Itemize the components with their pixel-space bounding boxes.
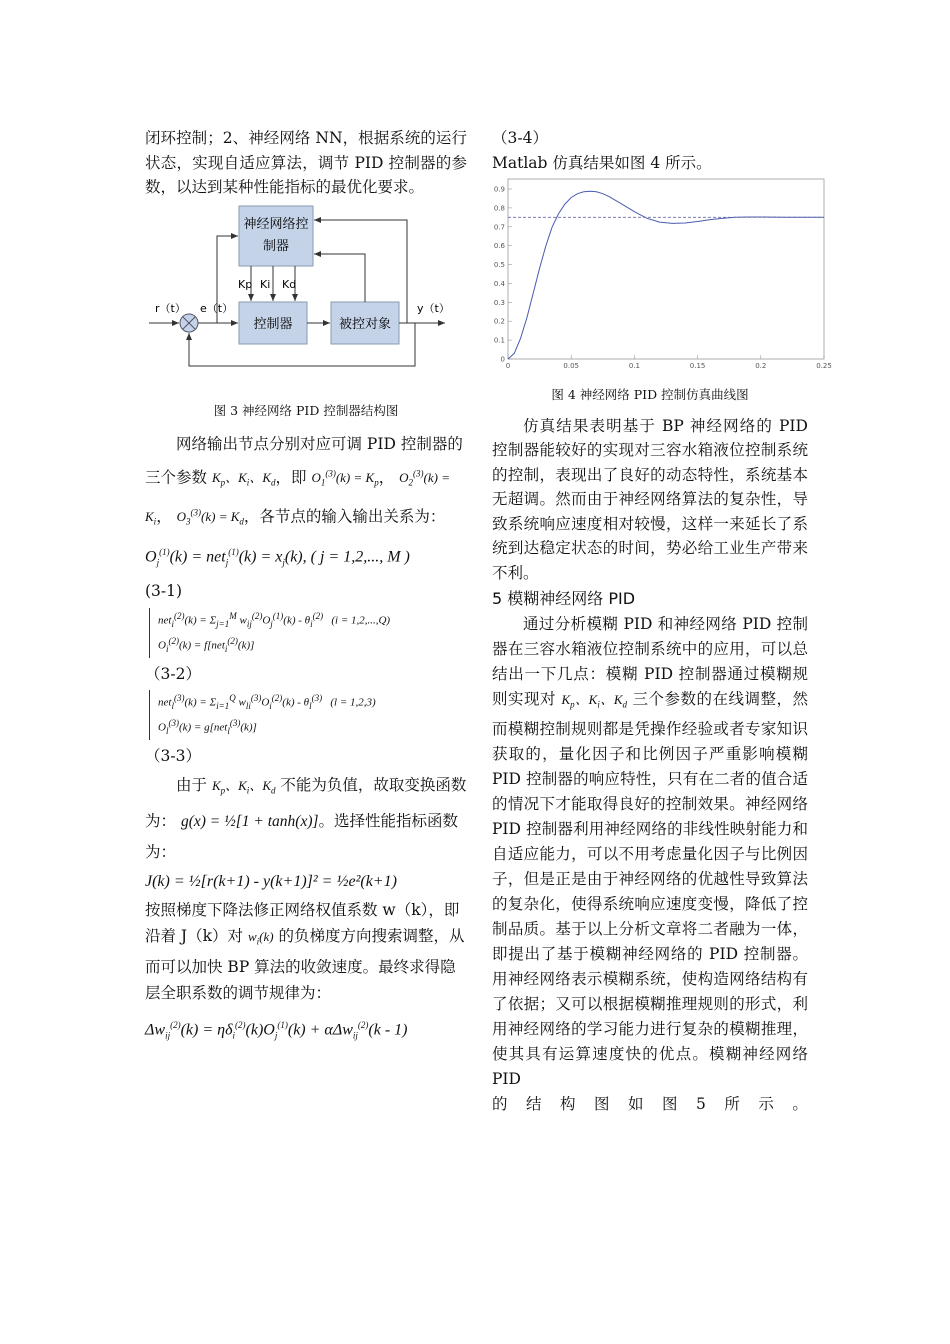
section-heading-5: 5 模糊神经网络 PID: [492, 589, 636, 608]
spread-char: 示: [758, 1095, 774, 1114]
nn-controller-label-line2: 制器: [262, 238, 290, 254]
plant-label: 被控对象: [338, 316, 392, 332]
nn-controller-box: [239, 206, 313, 266]
paragraph-network-outputs: 网络输出节点分别对应可调 PID 控制器的三个参数 $K_p$、$K_i$、$K_d$，即 $O_1^{(3)}(k) = K_p$， $O_2^{(3)}(k) = K_i$， $O_3^{(3)}(k) = K_d$，各节点的输入输出关系为：: [145, 435, 463, 527]
kd-label: Kd: [282, 277, 297, 291]
y-tick-label: 0.7: [493, 223, 505, 232]
y-tick-label: 0.8: [493, 204, 505, 213]
spread-char: 图: [594, 1095, 610, 1114]
y-tick-label: 0.1: [493, 336, 505, 345]
eq-3-3-label: （3-3）: [145, 746, 201, 765]
kp-label: Kp: [238, 277, 253, 291]
spread-caption-line: [492, 1092, 808, 1117]
spread-char: 构: [560, 1095, 576, 1114]
x-tick-label: 0.2: [755, 362, 767, 370]
equation-input-layer: $O_j^{(1)}(k) = net_j^{(1)}(k) = x_j(k)$, ( j = 1,2,..., M ): [145, 546, 410, 568]
right-column: [492, 126, 832, 1117]
spread-char: 结: [526, 1095, 542, 1114]
eq-3-1-label: (3-1): [145, 582, 183, 601]
equation-output-layer: $net_l^{(3)}(k) = \Sigma_{i=1}^Q$ $w_{li}^{(3)}O_i^{(2)}(k) - \theta_l^{(3)}$ (l = 1,2,3) $O_l^{(3)}(k) = g[net_l^{(3)}(k)]$: [149, 690, 467, 740]
spread-char: 。: [792, 1095, 808, 1114]
paragraph-intro-end: 闭环控制；2、神经网络 NN，根据系统的运行状态，实现自适应算法，调节 PID 控制器的参数，以达到某种性能指标的最优化要求。: [145, 129, 467, 196]
x-tick-label: 0.25: [816, 362, 832, 370]
spread-char: 如: [628, 1095, 644, 1114]
y-tick-label: 0.2: [493, 317, 505, 326]
y-tick-label: 0: [500, 355, 505, 364]
equation-performance-index: J(k) = ½[r(k+1) - y(k+1)]² = ½e²(k+1): [145, 872, 397, 890]
nn-controller-label-line1: 神经网络控: [243, 216, 309, 232]
simulation-response-chart: [488, 175, 832, 375]
y-tick-label: 0.4: [493, 279, 505, 288]
paragraph-gradient-descent: 按照梯度下降法修正网络权值系数 w（k），即沿着 J（k）对 $w_i(k)$ 的负梯度方向搜索调整，从而可以加快 BP 算法的收敛速度。最终求得隐层全职系数的调节规律为：: [145, 900, 465, 1003]
left-column: [145, 126, 467, 1051]
controller-label: 控制器: [253, 316, 293, 332]
x-tick-label: 0.05: [563, 362, 579, 370]
series-line-response: [508, 191, 824, 359]
paragraph-fuzzy-nn: 通过分析模糊 PID 和神经网络 PID 控制器在三容水箱液位控制系统中的应用，可以总结出一下几点：模糊 PID 控制器通过模糊规则实现对 $K_p$、$K_i$、$K_d$ 三个参数的在线调整，然而模糊控制规则都是凭操作经验或者专家知识获取的，量化因子和比例因子严重影响模糊 PID 控制器的响应特性，只有在二者的值合适的情况下才能取得良好的控制效果。神经网络 PID 控制器利用神经网络的非线性映射能力和自适应能力，可以不用考虑量化因子与比例因子，但是正是由于神经网络的优越性导致算法的复杂化，使得系统响应速度变慢，降低了控制品质。基于以上分析文章将二者融为一体，即提出了基于模糊神经网络的 PID 控制器。用神经网络表示模糊系统，使构造网络结构有了依据；又可以根据模糊推理规则的形式，利用神经网络的学习能力进行复杂的模糊推理，使其具有运算速度快的优点。模糊神经网络 PID: [492, 614, 808, 1089]
nn-pid-structure-diagram: [145, 206, 467, 391]
y-tick-label: 0.5: [493, 261, 505, 270]
y-tick-label: 0.6: [493, 242, 505, 251]
y-signal-label: y（t）: [417, 301, 450, 315]
plot-frame: [508, 179, 824, 359]
x-tick-label: 0.1: [628, 362, 640, 370]
y-tick-label: 0.9: [493, 185, 505, 194]
spread-char: 5: [696, 1095, 706, 1114]
spread-char: 所: [724, 1095, 740, 1114]
y-tick-label: 0.3: [493, 298, 505, 307]
equation-weight-update: $\Delta w_{ij}^{(2)}(k) = \eta\delta_i^{(2)}(k)O_j^{(1)}(k) + \alpha\Delta w_{ij}^{(2)}(k - 1)$: [145, 1020, 408, 1041]
matlab-result-line: Matlab 仿真结果如图 4 所示。: [492, 153, 712, 172]
paragraph-transfer-function: 由于 $K_p$、$K_i$、$K_d$ 不能为负值，故取变换函数为： g(x) = ½[1 + tanh(x)]。选择性能指标函数为：: [145, 776, 467, 861]
equation-hidden-layer: $net_i^{(2)}(k) = \Sigma_{j=1}^M$ $w_{ij}^{(2)}O_j^{(1)}(k) - \theta_i^{(2)}$ (i = 1,2,...,Q) $O_i^{(2)}(k) = f[net_i^{(2)}(k)]$: [149, 608, 467, 658]
fig4-caption: 图 4 神经网络 PID 控制仿真曲线图: [551, 387, 749, 402]
x-tick-label: 0: [505, 362, 511, 370]
x-tick-label: 0.15: [689, 362, 706, 370]
spread-char: 的: [492, 1095, 508, 1114]
paragraph-simulation-conclusion: 仿真结果表明基于 BP 神经网络的 PID 控制器能较好的实现对三容水箱液位控制系统的控制，表现出了良好的动态特性，系统基本无超调。然而由于神经网络算法的复杂性，导致系统响应速度相对较慢，这样一来延长了系统到达稳定状态的时间，势必给工业生产带来不利。: [492, 416, 808, 582]
e-signal-label: e（t）: [200, 301, 234, 315]
ki-label: Ki: [260, 277, 271, 291]
eq-3-2-label: （3-2）: [145, 664, 201, 683]
eq-3-4-label: （3-4）: [492, 129, 548, 147]
fig3-caption: 图 3 神经网络 PID 控制器结构图: [213, 402, 399, 418]
r-signal-label: r（t）: [155, 301, 186, 315]
spread-char: 图: [662, 1095, 678, 1114]
